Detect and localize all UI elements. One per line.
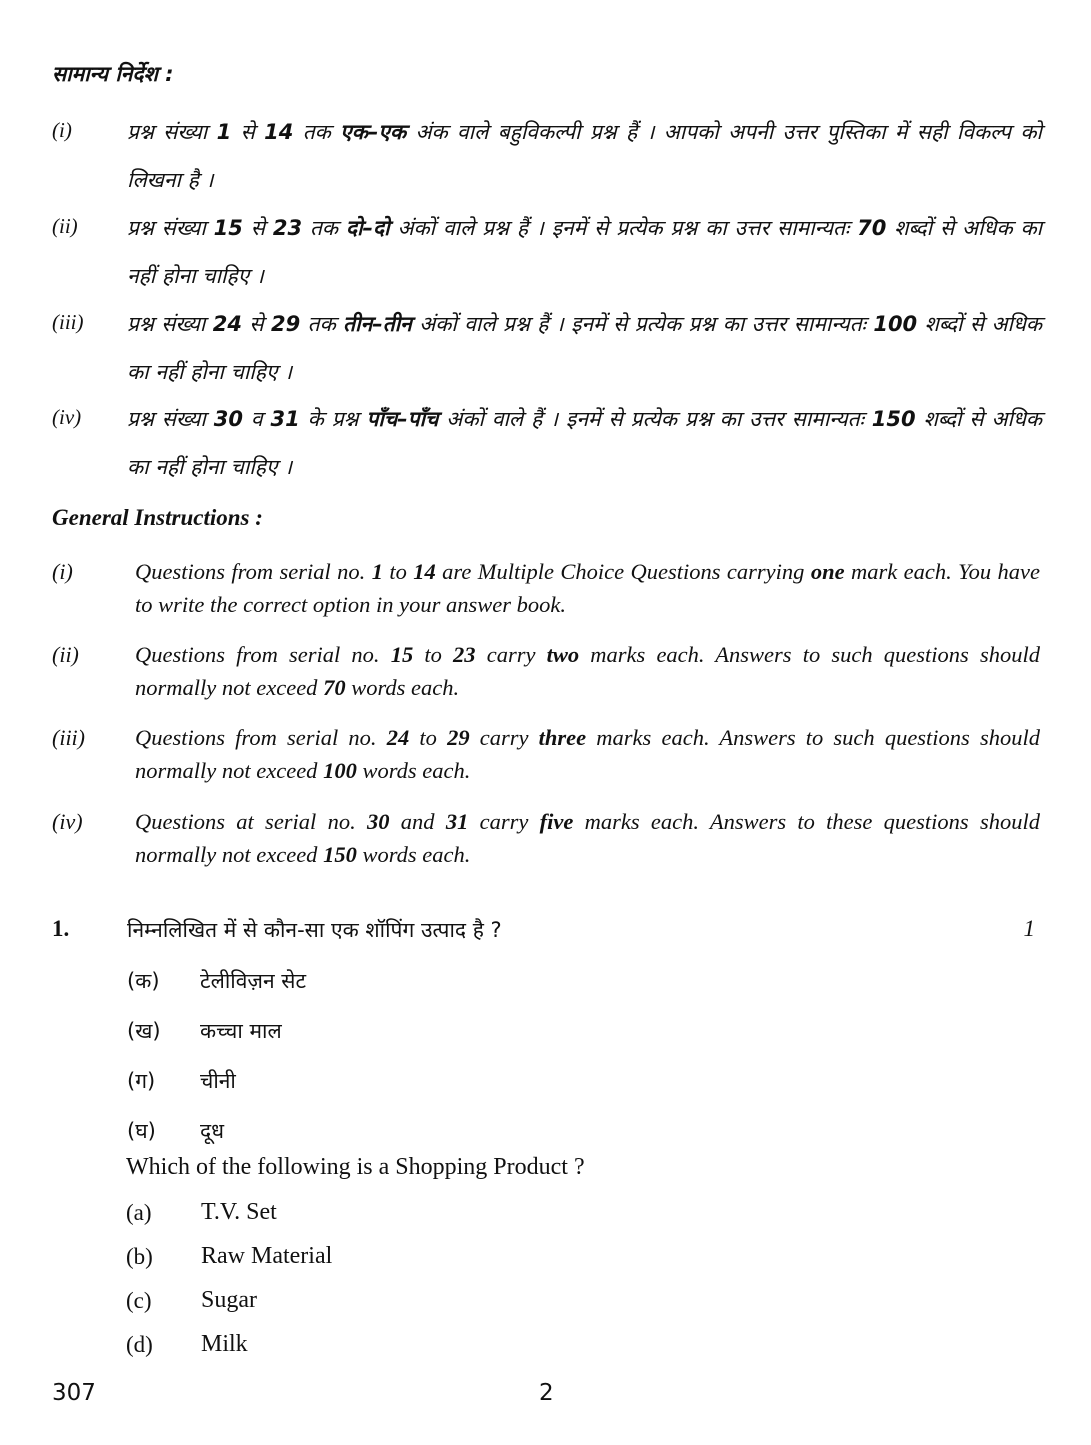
instruction-text [135, 721, 1040, 787]
text-part: Questions from serial no. [135, 725, 387, 750]
instruction-text [127, 204, 1042, 300]
text-part-bold: 150 [871, 407, 916, 431]
text-part-bold: दो–दो [345, 216, 390, 240]
instruction-text [135, 638, 1040, 704]
text-part: and [389, 809, 446, 834]
text-part-bold: 1 [371, 559, 383, 584]
text-part: marks each. Answers to such questions should normally not exceed [135, 642, 1040, 700]
text-part: से [231, 120, 265, 144]
option-text-english: Milk [201, 1331, 248, 1357]
text-part: प्रश्न संख्या [127, 312, 213, 336]
text-part: to [409, 725, 448, 750]
text-part-bold: 29 [447, 725, 470, 750]
english-instructions-heading: General Instructions : [52, 505, 263, 530]
text-part-bold: 15 [390, 642, 414, 667]
instruction-number: (iii) [52, 725, 85, 750]
instruction-text [135, 805, 1040, 871]
text-part: Questions from serial no. [135, 559, 372, 584]
text-part-bold: एक–एक [340, 120, 407, 144]
text-part-bold: 100 [323, 758, 357, 783]
question-marks: 1 [1023, 916, 1035, 941]
text-part: are Multiple Choice Questions carrying [435, 559, 811, 584]
text-part: carry [468, 809, 540, 834]
text-part: तक [300, 312, 344, 336]
text-part-bold: 30 [213, 407, 243, 431]
text-part: marks each. Answers to these questions should normally not exceed [135, 809, 1040, 867]
text-part: mark each. You have to write the correct option in your answer book. [135, 559, 1040, 617]
option-label-english: (d) [126, 1332, 153, 1357]
instruction-number: (i) [52, 118, 72, 142]
text-part: प्रश्न संख्या [127, 216, 214, 240]
text-part-bold: 30 [367, 809, 390, 834]
option-text-hindi: चीनी [200, 1069, 236, 1093]
text-part-bold: तीन–तीन [343, 312, 412, 336]
hindi-instructions-heading: सामान्य निर्देश : [52, 62, 174, 86]
instruction-text [127, 395, 1042, 491]
text-part: Questions at serial no. [135, 809, 367, 834]
option-label-hindi: (क) [127, 969, 160, 993]
text-part-bold: 24 [212, 312, 242, 336]
option-text-english: Sugar [201, 1287, 257, 1313]
question-text-english: Which of the following is a Shopping Product ? [126, 1154, 585, 1180]
text-part-bold: five [539, 809, 574, 834]
option-label-english: (c) [126, 1288, 152, 1313]
question-number: 1. [52, 916, 70, 941]
text-part: शब्दों से अधिक का नहीं होना चाहिए । [127, 312, 1043, 384]
text-part: to [382, 559, 414, 584]
instruction-text [127, 108, 1042, 204]
text-part: carry [469, 725, 539, 750]
text-part-bold: three [538, 725, 587, 750]
option-text-english: Raw Material [201, 1243, 333, 1269]
text-part: शब्दों से अधिक का नहीं होना चाहिए । [127, 216, 1043, 288]
text-part: अंकों वाले प्रश्न हैं । इनमें से प्रत्येक प्रश्न का उत्तर सामान्यतः [389, 216, 858, 240]
text-part-bold: 150 [323, 842, 357, 867]
text-part: प्रश्न संख्या [127, 407, 214, 431]
text-part-bold: 24 [386, 725, 410, 750]
text-part: शब्दों से अधिक का नहीं होना चाहिए । [127, 407, 1042, 479]
text-part-bold: 100 [873, 312, 918, 336]
text-part: to [413, 642, 454, 667]
text-part-bold: 23 [453, 642, 476, 667]
text-part: अंकों वाले हैं । इनमें से प्रत्येक प्रश्न का उत्तर सामान्यतः [438, 407, 872, 431]
text-part-bold: 14 [413, 559, 436, 584]
text-part-bold: 23 [272, 216, 303, 240]
text-part: से [242, 216, 273, 240]
text-part: प्रश्न संख्या [127, 120, 217, 144]
text-part-bold: 31 [270, 407, 300, 431]
text-part-bold: 70 [857, 216, 887, 240]
option-text-hindi: टेलीविज़न सेट [200, 969, 307, 993]
option-text-english: T.V. Set [201, 1199, 277, 1225]
instruction-number: (iv) [52, 405, 82, 429]
text-part: तक [302, 216, 346, 240]
option-text-hindi: कच्चा माल [200, 1019, 282, 1043]
text-part: व [242, 407, 271, 431]
text-part-bold: 1 [216, 120, 232, 144]
text-part-bold: 29 [271, 312, 301, 336]
text-part: words each. [345, 675, 460, 700]
text-part: words each. [356, 758, 471, 783]
text-part: words each. [356, 842, 471, 867]
paper-code: 307 [52, 1380, 96, 1406]
page-number: 2 [539, 1380, 554, 1406]
option-label-hindi: (घ) [127, 1119, 156, 1143]
instruction-number: (iii) [52, 310, 84, 334]
text-part-bold: पाँच–पाँच [366, 407, 439, 431]
option-label-hindi: (ख) [127, 1019, 161, 1043]
instruction-text [135, 555, 1040, 621]
option-text-hindi: दूध [200, 1119, 225, 1143]
text-part-bold: 14 [264, 120, 294, 144]
text-part: के प्रश्न [299, 407, 367, 431]
text-part: से [241, 312, 271, 336]
instruction-number: (ii) [52, 642, 79, 667]
option-label-hindi: (ग) [127, 1069, 156, 1093]
text-part-bold: one [810, 559, 845, 584]
text-part: Questions from serial no. [135, 642, 391, 667]
instruction-number: (ii) [52, 214, 78, 238]
text-part-bold: two [546, 642, 580, 667]
option-label-english: (a) [126, 1200, 152, 1225]
text-part: carry [475, 642, 547, 667]
option-label-english: (b) [126, 1244, 153, 1269]
text-part-bold: 70 [323, 675, 346, 700]
text-part: marks each. Answers to such questions should normally not exceed [135, 725, 1040, 783]
instruction-text [127, 300, 1042, 396]
instruction-number: (iv) [52, 809, 83, 834]
text-part: अंकों वाले प्रश्न हैं । इनमें से प्रत्येक प्रश्न का उत्तर सामान्यतः [411, 312, 874, 336]
text-part-bold: 15 [213, 216, 243, 240]
question-text-hindi: निम्नलिखित में से कौन-सा एक शॉपिंग उत्पाद है ? [127, 918, 502, 942]
text-part: तक [293, 120, 341, 144]
text-part-bold: 31 [445, 809, 469, 834]
text-part: अंक वाले बहुविकल्पी प्रश्न हैं । आपको अपनी उत्तर पुस्तिका में सही विकल्प को लिखना है । [127, 120, 1042, 192]
instruction-number: (i) [52, 559, 73, 584]
